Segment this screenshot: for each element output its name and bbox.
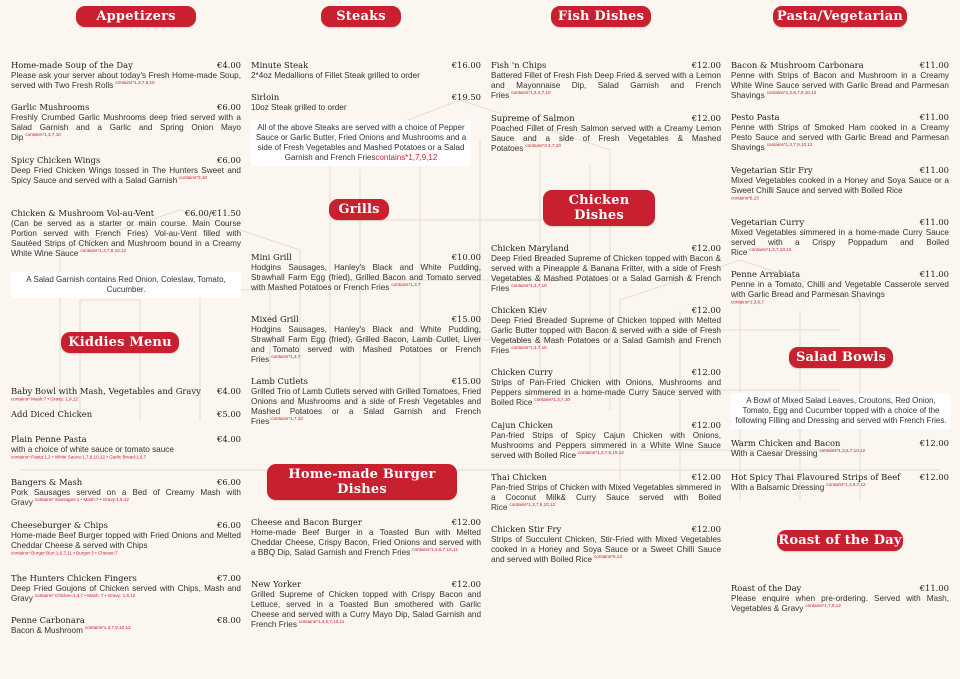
item-name: Chicken & Mushroom Vol-au-Vent	[11, 208, 155, 218]
allergen-contains: contains* Chicken:1,3,7 • Mash: 7 • Gravy: 1,9,12	[34, 593, 136, 599]
item-price: €15.00	[451, 314, 481, 324]
menu-item	[11, 155, 241, 186]
burger-dishes-header: Home-made Burger Dishes	[267, 464, 457, 500]
item-price: €11.00	[919, 165, 949, 175]
item-desc: Battered Fillet of Fresh Fish Deep Fried & served with a Lemon and Mayonnaise Dip, Salad Garnish and French Fries	[491, 71, 721, 100]
appetizers-header: Appetizers	[76, 6, 196, 27]
item-name: Penne Arrabiata	[731, 269, 801, 279]
item-price: €11.00	[919, 583, 949, 593]
item-price: €15.00	[451, 376, 481, 386]
item-name: Vegetarian Curry	[731, 217, 805, 227]
item-desc: Strips of Succulent Chicken, Stir-Fried with Mixed Vegetables cooked in a Honey and Soya Sauce or a Sweet Chilli Sauce and served with Boiled Rice	[491, 535, 721, 564]
steaks-note	[251, 120, 471, 166]
menu-item	[251, 376, 481, 427]
item-price: €19.50	[451, 92, 481, 102]
menu-item	[251, 579, 481, 630]
item-desc: Please ask your server about today's Fresh Home-made Soup, served with Two Fresh Rolls	[11, 71, 241, 90]
item-name: Sirloin	[251, 92, 280, 102]
item-name: Pesto Pasta	[731, 112, 780, 122]
allergen-contains: contains* Sausages:1 • Mash:7 • Gravy:1,9,12	[34, 497, 129, 503]
item-name: Add Diced Chicken	[11, 409, 93, 419]
chicken-dishes-header: Chicken Dishes	[543, 190, 655, 226]
item-price: €12.00	[919, 438, 949, 448]
menu-item	[731, 60, 949, 101]
item-price: €12.00	[451, 517, 481, 527]
allergen-contains: contains*1,3,7,9,10,12	[84, 625, 131, 631]
menu-item	[11, 386, 241, 407]
item-price: €6.00	[217, 520, 241, 530]
menu-item	[731, 269, 949, 310]
steaks-note-text: All of the above Steaks are served with a choice of Pepper Sauce or Garlic Butter, Fried Onions and Mushrooms and a side of Fresh Vegetables and Mashed Potatoes or a Salad Garnish and French Fries	[255, 123, 467, 162]
allergen-contains: contains*1,3,6,7,9,10,12	[766, 90, 817, 96]
item-desc: Penne in a Tomato, Chilli and Vegetable Casserole served with Garlic Bread and Parmesan Shavings	[731, 280, 949, 299]
kiddies-menu-header: Kiddies Menu	[61, 332, 179, 353]
allergen-contains: contains*1,7,9,12	[805, 603, 841, 609]
allergen-contains: contains*1,3,7	[271, 354, 301, 360]
item-name: Cajun Chicken	[491, 420, 554, 430]
item-price: €16.00	[451, 60, 481, 70]
allergen-contains: contains*1,3,7,10,13	[749, 247, 792, 253]
salad-garnish-note: A Salad Garnish contains Red Onion, Coleslaw, Tomato, Cucumber.	[11, 272, 241, 298]
menu-item	[491, 524, 721, 565]
allergen-contains: contains*1,3,6,7	[731, 299, 764, 305]
item-desc: With a Caesar Dressing	[731, 449, 818, 458]
allergen-contains: contains*1,3,7,10	[534, 397, 570, 403]
menu-item	[11, 434, 241, 465]
item-price: €6.00/€11.50	[184, 208, 241, 218]
item-price: €12.00	[451, 579, 481, 589]
menu-item	[11, 520, 241, 561]
item-name: Spicy Chicken Wings	[11, 155, 101, 165]
item-name: Hot Spicy Thai Flavoured Strips of Beef	[731, 472, 901, 482]
item-price: €12.00	[691, 524, 721, 534]
allergen-contains: contains*1,3,7	[391, 282, 421, 288]
menu-item	[731, 583, 949, 614]
steaks-header: Steaks	[321, 6, 401, 27]
allergen-contains: contains*3,10	[179, 175, 207, 181]
item-price: €11.00	[919, 60, 949, 70]
item-name: Bacon & Mushroom Carbonara	[731, 60, 864, 70]
item-desc: Grilled Trio of Lamb Cutlets served with Grilled Tomatoes, Fried Onions and Mushrooms and a side of Fresh Vegetables and Mashed Potatoes or a Salad Garnish and French Fries	[251, 387, 481, 426]
item-desc: 10oz Steak grilled to order	[251, 103, 347, 112]
item-price: €8.00	[217, 615, 241, 625]
item-name: Supreme of Salmon	[491, 113, 575, 123]
item-name: Garlic Mushrooms	[11, 102, 90, 112]
item-name: Thai Chicken	[491, 472, 547, 482]
item-price: €12.00	[691, 472, 721, 482]
item-desc: Mixed Vegetables simmered in a home-made Curry Sauce served with a Crispy Poppadum and Boiled Rice	[731, 228, 949, 257]
item-name: Fish 'n Chips	[491, 60, 547, 70]
item-price: €12.00	[691, 420, 721, 430]
allergen-contains: contains*3 4,7,10	[525, 143, 561, 149]
item-price: €4.00	[217, 60, 241, 70]
item-name: Chicken Kiev	[491, 305, 547, 315]
item-desc: Bacon & Mushroom	[11, 626, 83, 635]
allergen-contains: contains*1,3,7,9,10,12	[80, 248, 127, 254]
allergen-contains: contains*1,7,9,12	[375, 153, 438, 162]
allergen-contains: contains*1,3,7,9,10,12	[766, 142, 813, 148]
item-desc: Hodgins Sausages, Hanley's Black and White Pudding, Strawhall Farm Egg (fried), Grilled Bacon and Tomato served with Mashed Potatoes or French Fries	[251, 263, 481, 292]
item-price: €12.00	[691, 367, 721, 377]
item-price: €12.00	[691, 113, 721, 123]
menu-item	[11, 60, 241, 91]
item-name: Mini Grill	[251, 252, 292, 262]
item-desc: Hodgins Sausages, Hanley's Black and White Pudding, Strawhall Farm Egg (fried), Grilled Bacon, Lamb Cutlet, Liver and Tomato served with Mashed Potatoes or French Fries	[251, 325, 481, 364]
item-desc: Please enquire when pre-ordering. Served with Mash, Vegetables & Gravy	[731, 594, 949, 613]
allergen-contains: contains*1,7,12	[271, 416, 303, 422]
item-desc: Penne with Strips of Bacon and Mushroom in a Creamy White Wine Sauce served with Garlic Bread and Parmesan Shavings	[731, 71, 949, 100]
menu-item	[11, 208, 241, 259]
menu-item	[251, 252, 481, 293]
menu-item	[11, 477, 241, 508]
grills-header: Grills	[329, 199, 389, 220]
menu-item	[731, 438, 949, 459]
item-price: €12.00	[919, 472, 949, 482]
allergen-contains: contains*1,3,7,10	[511, 345, 547, 351]
item-price: €5.00	[217, 409, 241, 419]
item-price: €6.00	[217, 102, 241, 112]
allergen-contains: contains*1,3,7,9,10	[115, 80, 155, 86]
item-desc: Pan-fried Strips of Spicy Cajun Chicken with Onions, Mushrooms and Peppers simmered in a White Wine Sauce served with Boiled Rice	[491, 431, 721, 460]
item-desc: With a Balsamic Dressing	[731, 483, 825, 492]
item-price: €4.00	[217, 434, 241, 444]
menu-item	[731, 165, 949, 206]
item-price: €12.00	[691, 305, 721, 315]
item-desc: (Can be served as a starter or main course. Main Course Portion served with French Fries) Vol-au-Vent filled with Sautéed Strips of Chicken and Mushroom bound in a Creamy White Wine Sauce	[11, 219, 241, 258]
item-desc: Freshly Crumbed Garlic Mushrooms deep fried served with a Salad Garnish and a Garlic and Spring Onion Mayo Dip	[11, 113, 241, 142]
item-price: €10.00	[451, 252, 481, 262]
allergen-contains: contains*1,3,7,9,10,12	[509, 502, 556, 508]
item-price: €7.00	[217, 573, 241, 583]
allergen-contains: contains*1,3,6,7,12	[826, 482, 866, 488]
item-name: Mixed Grill	[251, 314, 299, 324]
item-name: Cheese and Bacon Burger	[251, 517, 362, 527]
item-name: The Hunters Chicken Fingers	[11, 573, 137, 583]
item-desc: Deep Fried Breaded Supreme of Chicken topped with Bacon & served with a Pineapple & Banana Fritter, with a side of Fresh Vegetables & Mashed Potatoes or a Salad Garnish & French Fries	[491, 254, 721, 293]
menu-item	[11, 615, 241, 636]
item-desc: Strips of Pan-Fried Chicken with Onions, Mushrooms and Peppers simmered in a home-made Curry Sauce served with Boiled Rice	[491, 378, 721, 407]
allergen-contains: contains*1,3,7,10	[25, 132, 61, 138]
item-price: €4.00	[217, 386, 241, 396]
item-desc: with a choice of white sauce or tomato sauce	[11, 445, 174, 454]
item-name: Minute Steak	[251, 60, 309, 70]
item-name: Cheeseburger & Chips	[11, 520, 108, 530]
menu-item	[11, 102, 241, 143]
allergen-contains: contains* Mash:7 • Gravy: 1,9,12	[11, 396, 78, 402]
item-name: Baby Bowl with Mash, Vegetables and Gravy	[11, 386, 201, 396]
item-name: Chicken Maryland	[491, 243, 569, 253]
menu-item	[251, 314, 481, 365]
item-desc: Penne with Strips of Smoked Ham cooked in a Creamy Pesto Sauce and served with Garlic Bread and Parmesan Shavings	[731, 123, 949, 152]
menu-item	[491, 305, 721, 356]
item-name: New Yorker	[251, 579, 301, 589]
item-price: €6.00	[217, 155, 241, 165]
allergen-contains: contains*1,3,6,7,10,11	[412, 547, 458, 553]
menu-item	[491, 60, 721, 101]
menu-item	[251, 92, 481, 113]
allergen-contains: contains*6,13	[731, 195, 759, 201]
item-desc: 2*4oz Medallions of Fillet Steak grilled to order	[251, 71, 420, 80]
item-name: Home-made Soup of the Day	[11, 60, 133, 70]
item-desc: Pan-fried Strips of Chicken with Mixed Vegetables simmered in a Coconut Milk& Curry Sauce served with Boiled Rice	[491, 483, 721, 512]
menu-item	[491, 420, 721, 461]
item-price: €11.00	[919, 112, 949, 122]
roast-of-the-day-header: Roast of the Day	[777, 530, 903, 551]
menu-item	[11, 409, 241, 420]
item-name: Lamb Cutlets	[251, 376, 308, 386]
allergen-contains: contains*1,3,7,9,10,12	[578, 450, 624, 456]
item-name: Bangers & Mash	[11, 477, 83, 487]
allergen-contains: contains*1,3,6,7,10,12	[819, 448, 866, 454]
item-name: Warm Chicken and Bacon	[731, 438, 841, 448]
item-desc: Poached Fillet of Fresh Salmon served with a Creamy Lemon Sauce and a side of Fresh Vegetables & Mashed Potatoes	[491, 124, 721, 153]
item-desc: Deep Fried Breaded Supreme of Chicken topped with Melted Garlic Butter topped with Bacon & served with a side of Fresh Vegetables & Mash Potatoes or a Salad Garnish and French Fries	[491, 316, 721, 355]
pasta-vegetarian-header: Pasta/Vegetarian	[773, 6, 907, 27]
salad-bowls-note: A Bowl of Mixed Salad Leaves, Croutons, Red Onion, Tomato, Egg and Cucumber topped with a choice of the following Filling and Dressing and served with French Fries.	[731, 393, 951, 429]
item-desc: Mixed Vegetables cooked in a Honey and Soya Sauce or a Sweet Chilli Sauce and served with Boiled Rice	[731, 176, 949, 195]
item-name: Roast of the Day	[731, 583, 802, 593]
menu-item	[731, 472, 949, 493]
item-name: Penne Carbonara	[11, 615, 85, 625]
allergen-contains: contains*1,3,4,7,10	[511, 90, 551, 96]
menu-item	[491, 472, 721, 513]
fish-dishes-header: Fish Dishes	[551, 6, 651, 27]
allergen-contains: contains*6,13	[594, 554, 622, 560]
menu-item	[251, 60, 481, 81]
item-price: €6.00	[217, 477, 241, 487]
item-price: €11.00	[919, 269, 949, 279]
menu-item	[491, 367, 721, 408]
allergen-contains: contains*1,3,7,10	[511, 283, 547, 289]
item-name: Vegetarian Stir Fry	[731, 165, 813, 175]
menu-item	[251, 517, 481, 558]
allergen-contains: contains* Burger Bun:1,6,7,11 • Burger:3 • Cheese:7	[11, 550, 118, 556]
menu-item	[731, 112, 949, 153]
item-price: €12.00	[691, 60, 721, 70]
item-price: €11.00	[919, 217, 949, 227]
allergen-contains: contains* Pasta:1,3 • White Sauce:1,7,9,10,12 • Garlic Bread:1,6,7	[11, 454, 147, 460]
menu-item	[491, 113, 721, 154]
item-desc: Home-made Beef Burger in a Toasted Bun with Melted Cheddar Cheese, Crispy Bacon, Fried Onions and served with a BBQ Dip, Salad Garnish and French Fries	[251, 528, 481, 557]
item-name: Plain Penne Pasta	[11, 434, 87, 444]
salad-bowls-header: Salad Bowls	[789, 347, 893, 368]
item-price: €12.00	[691, 243, 721, 253]
item-desc: Home-made Beef Burger topped with Fried Onions and Melted Cheddar Cheese & served with Chips	[11, 531, 241, 550]
item-desc: Pork Sausages served on a Bed of Creamy Mash with Gravy	[11, 488, 241, 507]
menu-item	[491, 243, 721, 294]
menu-item	[11, 573, 241, 604]
item-desc: Deep Fried Chicken Wings tossed in The Hunters Sweet and Spicy Sauce and served with a Salad Garnish	[11, 166, 241, 185]
item-name: Chicken Curry	[491, 367, 553, 377]
allergen-contains: contains*1,3,6,7,10,11	[298, 619, 345, 625]
item-name: Chicken Stir Fry	[491, 524, 562, 534]
item-desc: Grilled Supreme of Chicken topped with Crispy Bacon and Lettuce, served in a Toasted Bun smothered with Garlic Cheese and served with a Curry Mayo Dip, Salad Garnish and French Fries	[251, 590, 481, 629]
menu-item	[731, 217, 949, 258]
item-desc: Deep Fried Goujons of Chicken served with Chips, Mash and Gravy	[11, 584, 241, 603]
